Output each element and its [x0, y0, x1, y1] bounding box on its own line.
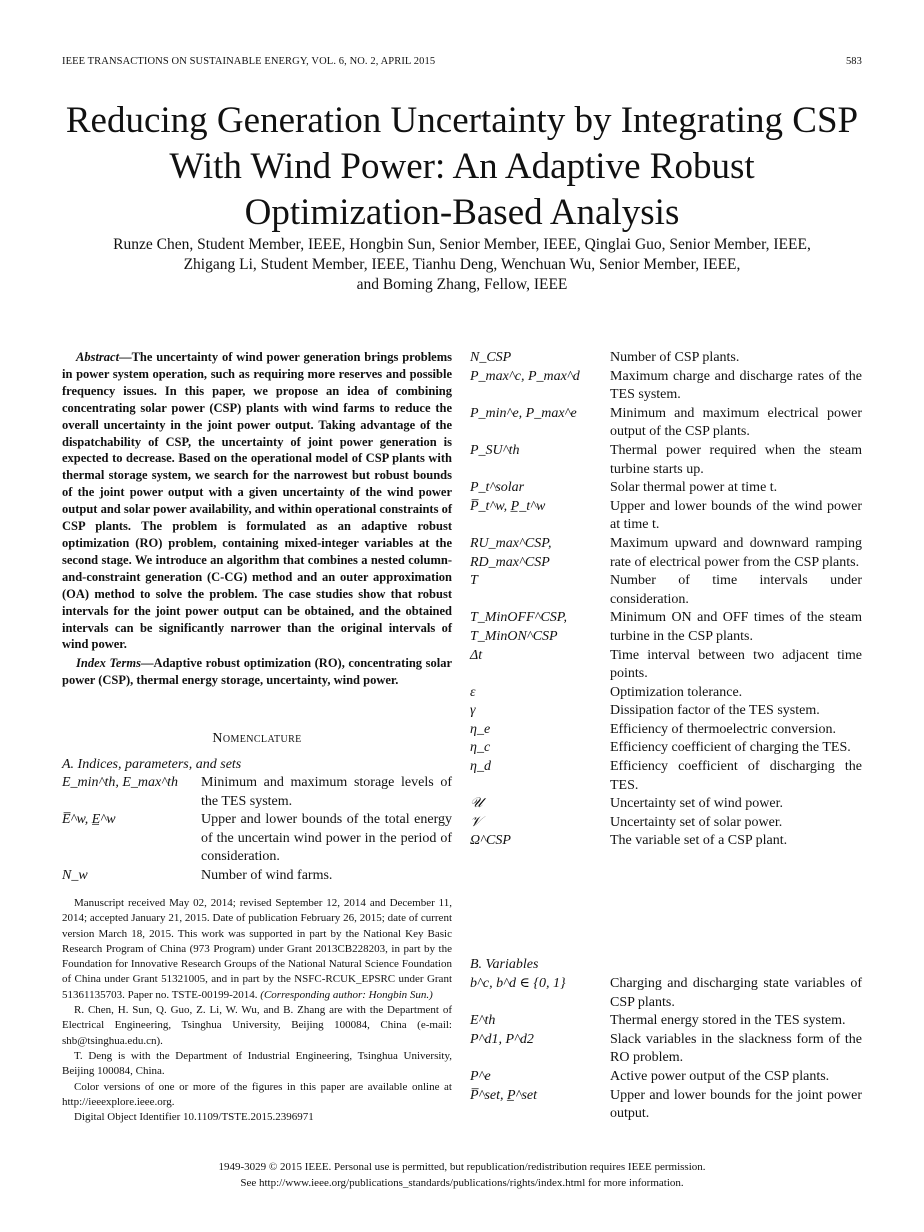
author-list [40, 235, 884, 295]
nomenclature-row [470, 832, 862, 851]
nomenclature-definition: Time interval between two adjacent time points. [610, 647, 862, 682]
nomenclature-row [470, 498, 862, 535]
nomenclature-row [470, 1031, 862, 1068]
nomenclature-definition: Maximum upward and downward ramping rate of electrical power from the CSP plants. [610, 535, 862, 570]
nomenclature-row [470, 975, 862, 1012]
nomenclature-symbol: P^e [470, 1068, 491, 1084]
nomenclature-row [470, 1012, 862, 1031]
section-b-heading: B. Variables [470, 957, 539, 972]
title-line-1: Reducing Generation Uncertainty by Integrating CSP [65, 100, 859, 141]
footnote-affiliation-2: T. Deng is with the Department of Industrial Engineering, Tsinghua University, Beijing 100084, China. [62, 1049, 452, 1078]
nomenclature-definition: Solar thermal power at time t. [610, 480, 778, 496]
nomenclature-symbol: Δt [470, 647, 483, 663]
nomenclature-symbol: RU_max^CSP, RD_max^CSP [470, 535, 552, 570]
nomenclature-row [470, 702, 862, 721]
nomenclature-symbol: N_w [62, 867, 88, 883]
nomenclature-row [470, 1087, 862, 1124]
nomenclature-row [470, 609, 862, 646]
nomenclature-symbol: P_t^solar [470, 480, 525, 496]
nomenclature-symbol: P̅^set, P̲^set [470, 1087, 538, 1103]
footer-line-2: See http://www.ieee.org/publications_standards/publications/rights/index.html for more information. [240, 1176, 684, 1189]
nomenclature-definition: The variable set of a CSP plant. [610, 833, 788, 849]
footnote [62, 896, 452, 1125]
nomenclature-definition: Uncertainty set of solar power. [610, 814, 783, 830]
nomenclature-row [470, 368, 862, 405]
nomenclature-row [470, 1068, 862, 1087]
nomenclature-row [470, 814, 862, 833]
paper-title [0, 98, 924, 236]
nomenclature-row [470, 535, 862, 572]
nomenclature-definition: Efficiency coefficient of charging the TES. [610, 740, 851, 756]
abstract-label: Abstract [76, 350, 120, 364]
nomenclature-definition: Upper and lower bounds of the wind power at time t. [610, 498, 862, 533]
nomenclature-symbol: η_e [470, 721, 491, 737]
nomenclature-symbol: η_c [470, 740, 491, 756]
nomenclature-definition: Minimum ON and OFF times of the steam turbine in the CSP plants. [610, 610, 862, 644]
index-terms [62, 655, 452, 689]
title-line-2: With Wind Power: An Adaptive Robust [169, 146, 755, 187]
footer-line-1: 1949-3029 © 2015 IEEE. Personal use is permitted, but republication/redistribution requires IEEE permission. [218, 1161, 706, 1173]
nomenclature-definition: Uncertainty set of wind power. [610, 796, 784, 812]
nomenclature-symbol: ε [470, 684, 476, 700]
nomenclature-definition: Thermal power required when the steam turbine starts up. [610, 442, 862, 477]
nomenclature-definition: Slack variables in the slackness form of the RO problem. [610, 1031, 862, 1066]
nomenclature-row [470, 647, 862, 684]
index-terms-label: Index Terms [76, 656, 141, 670]
footnote-color-versions: Color versions of one or more of the figures in this paper are available online at http://ieeexplore.ieee.org. [62, 1080, 452, 1108]
nomenclature-right-table [470, 349, 862, 851]
footnote-doi: Digital Object Identifier 10.1109/TSTE.2015.2396971 [74, 1111, 314, 1124]
page-number: 583 [845, 56, 862, 67]
nomenclature-symbol: 𝒰 [470, 796, 483, 812]
nomenclature-definition: Minimum and maximum storage levels of the TES system. [201, 775, 452, 809]
nomenclature-symbol: T_MinOFF^CSP, T_MinON^CSP [470, 610, 568, 644]
nomenclature-symbol: γ [470, 703, 476, 719]
copyright-footer [0, 1160, 924, 1191]
journal-header: IEEE TRANSACTIONS ON SUSTAINABLE ENERGY, VOL. 6, NO. 2, APRIL 2015 [62, 56, 436, 67]
abstract-text: —The uncertainty of wind power generation brings problems in power system operation, such as requiring more reserves and possible frequency issues. In this paper, we propose an idea of combining concentrating solar power (CSP) plants with wind farms to reduce the overall uncertainty in the joint power output. Taking advantage of the dispatchability of CSP, the uncertainty of joint power generation is expected to decrease. Based on the operational model of CSP plants with thermal storage system, we search for the narrowest but robust bounds of the joint power output with a given uncertainty of the wind power output and solar power availability, and within operational constraints of CSP plants. The problem is formulated as an adaptive robust optimization (RO) problem, containing mixed-integer variables at the second stage. We introduce an algorithm that combines a nested column-and-constraint generation (C-CG) method and an outer approximation (OA) method to solve the problem. The case studies show that robust intervals for the joint power output can be obtained, and the obtained intervals can be significantly narrower than the original intervals of wind power. [62, 350, 452, 652]
authors-line-2: Zhigang Li, Student Member, IEEE, Tianhu Deng, Wenchuan Wu, Senior Member, IEEE, [183, 256, 741, 273]
nomenclature-symbol: 𝒱 [470, 814, 482, 830]
nomenclature-row [470, 442, 862, 479]
authors-line-1: Runze Chen, Student Member, IEEE, Hongbin Sun, Senior Member, IEEE, Qinglai Guo, Senior Member, IEEE, [113, 236, 811, 253]
nomenclature-row [470, 795, 862, 814]
nomenclature-symbol: E^th [470, 1013, 496, 1029]
index-terms-text: —Adaptive robust optimization (RO), concentrating solar power (CSP), thermal energy storage, uncertainty, wind power. [62, 656, 452, 687]
nomenclature-row [62, 867, 452, 886]
nomenclature-definition: Efficiency coefficient of discharging the TES. [610, 759, 862, 793]
nomenclature-row [470, 721, 862, 740]
nomenclature-symbol: N_CSP [470, 350, 512, 365]
nomenclature-symbol: P^d1, P^d2 [470, 1031, 534, 1047]
nomenclature-definition: Number of CSP plants. [610, 350, 740, 365]
nomenclature-symbol: E_min^th, E_max^th [62, 775, 179, 790]
nomenclature-symbol: P_min^e, P_max^e [470, 405, 577, 421]
nomenclature-symbol: E̅^w, E̲^w [62, 812, 116, 828]
nomenclature-symbol: P_max^c, P_max^d [470, 368, 580, 384]
title-line-3: Optimization-Based Analysis [244, 192, 680, 233]
nomenclature-definition: Number of wind farms. [201, 867, 333, 883]
nomenclature-row [470, 405, 862, 442]
nomenclature-definition: Thermal energy stored in the TES system. [610, 1013, 846, 1029]
nomenclature-definition: Active power output of the CSP plants. [610, 1068, 830, 1084]
nomenclature-heading: Nomenclature [212, 731, 302, 746]
nomenclature-row [470, 758, 862, 795]
nomenclature-definition: Dissipation factor of the TES system. [610, 703, 820, 719]
nomenclature-definition: Charging and discharging state variables of CSP plants. [610, 976, 862, 1010]
variables-table [470, 975, 862, 1124]
nomenclature-definition: Optimization tolerance. [610, 684, 743, 700]
section-a-heading: A. Indices, parameters, and sets [62, 757, 242, 772]
abstract [62, 349, 452, 653]
nomenclature-symbol: Ω^CSP [470, 833, 511, 849]
nomenclature-row [470, 572, 862, 609]
nomenclature-definition: Upper and lower bounds of the total energy of the uncertain wind power in the period of consideration. [201, 812, 452, 865]
authors-line-3: and Boming Zhang, Fellow, IEEE [356, 276, 568, 293]
nomenclature-symbol: P_SU^th [470, 442, 520, 458]
nomenclature-row [470, 349, 862, 368]
nomenclature-definition: Efficiency of thermoelectric conversion. [610, 721, 836, 737]
nomenclature-symbol: b^c, b^d ∈ {0, 1} [470, 976, 566, 991]
footnote-manuscript: Manuscript received May 02, 2014; revised September 12, 2014 and December 11, 2014; accepted January 21, 2015. Date of publication February 26, 2015; date of current version March 18, 2015. This work was supported in part by the National Key Basic Research Program of China (973 Program) under Grant 2013CB228203, in part by the Foundation for Innovative Research Groups of the National Natural Science Foundation of China under Grant 51321005, and in part by the NSFC-RCUK_EPSRC under Grant 51361135703. Paper no. TSTE-00199-2014. (Corresponding author: Hongbin Sun.) [62, 897, 452, 1001]
nomenclature-row [62, 811, 452, 867]
nomenclature-row [62, 774, 452, 811]
nomenclature-row [470, 739, 862, 758]
nomenclature-definition: Maximum charge and discharge rates of the TES system. [610, 368, 862, 403]
nomenclature-left-table [62, 774, 452, 886]
nomenclature-definition: Minimum and maximum electrical power output of the CSP plants. [610, 405, 862, 440]
footnote-affiliation-1: R. Chen, H. Sun, Q. Guo, Z. Li, W. Wu, and B. Zhang are with the Department of Electrical Engineering, Tsinghua University, Beijing 100084, China (e-mail: shb@tsinghua.edu.cn). [62, 1004, 452, 1047]
nomenclature-definition: Number of time intervals under consideration. [610, 573, 862, 607]
nomenclature-row [470, 479, 862, 498]
nomenclature-row [470, 684, 862, 703]
nomenclature-symbol: η_d [470, 759, 491, 775]
nomenclature-symbol: P̅_t^w, P̲_t^w [470, 498, 546, 514]
nomenclature-symbol: T [470, 573, 478, 589]
nomenclature-definition: Upper and lower bounds for the joint power output. [610, 1087, 862, 1122]
